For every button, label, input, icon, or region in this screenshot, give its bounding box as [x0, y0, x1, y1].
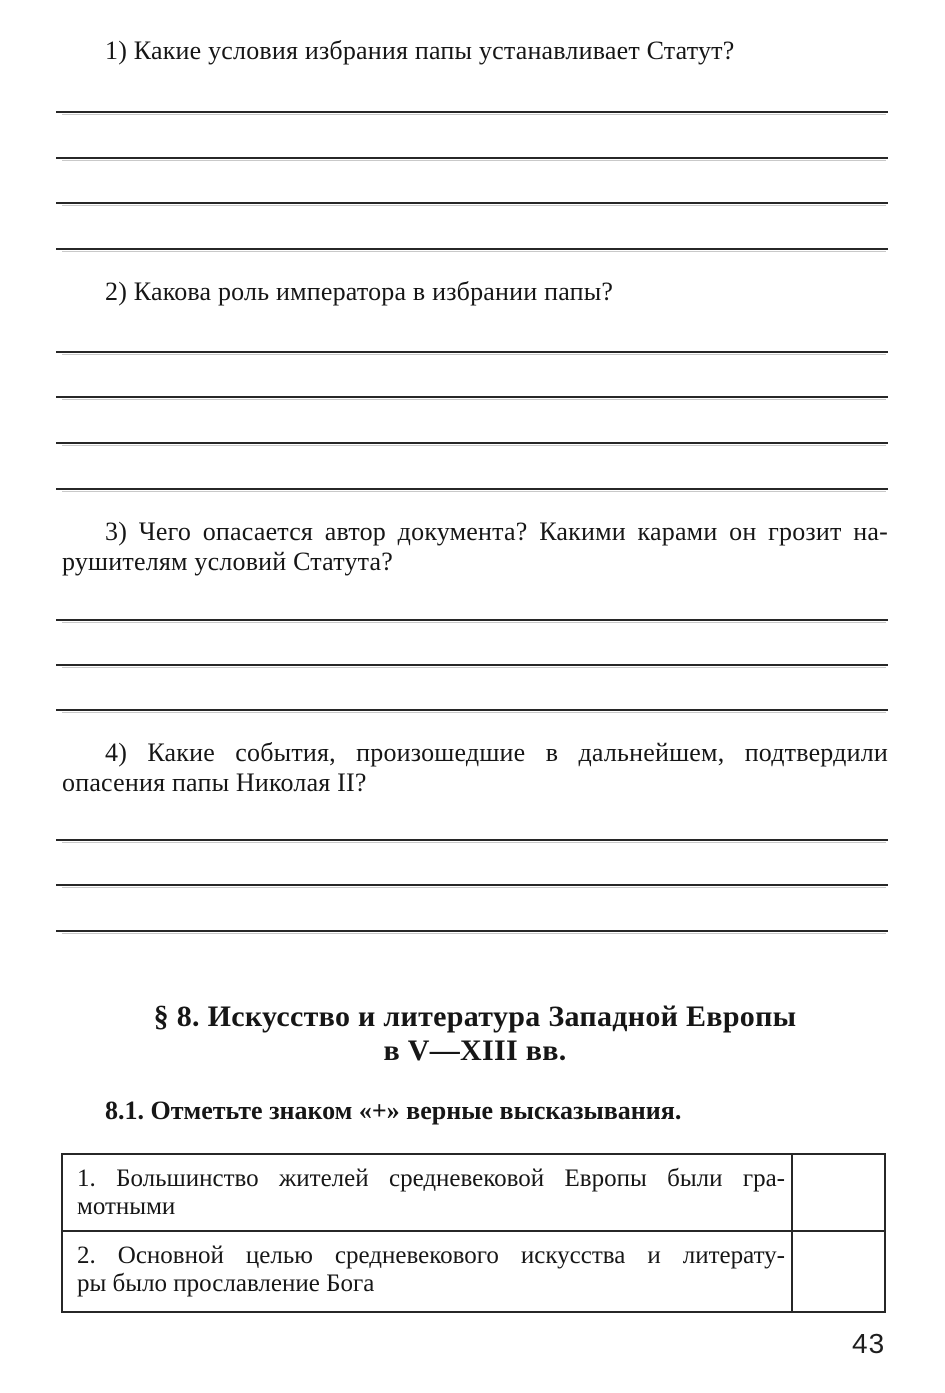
question-4 [62, 738, 888, 798]
question-1 [62, 36, 888, 66]
table-row [62, 1154, 885, 1231]
page-number: 43 [852, 1328, 886, 1359]
answer-line [56, 248, 888, 250]
answer-line [56, 619, 888, 621]
statement-cell [62, 1154, 792, 1231]
answer-line [56, 884, 888, 886]
answer-line [56, 930, 888, 932]
question-2-text: 2) Какова роль императора в избрании папы? [105, 277, 614, 306]
answer-line [56, 488, 888, 490]
question-3-text-line-2: рушителям условий Статута? [62, 547, 394, 576]
mark-cell [792, 1231, 885, 1312]
table-row [62, 1231, 885, 1312]
answer-line [56, 111, 888, 113]
question-2 [62, 277, 888, 307]
statements-table [61, 1153, 886, 1313]
section-heading [62, 1000, 888, 1068]
question-1-text: 1) Какие условия избрания папы устанавливает Статут? [105, 36, 735, 65]
section-heading-line-1: § 8. Искусство и литература Западной Европы [153, 1000, 797, 1033]
answer-line [56, 839, 888, 841]
subsection-title: 8.1. Отметьте знаком «+» верные высказывания. [105, 1096, 682, 1125]
answer-line [56, 709, 888, 711]
question-3-text-line-1: 3) Чего опасается автор документа? Какими карами он грозит на- [105, 517, 888, 546]
question-4-text-line-1: 4) Какие события, произошедшие в дальнейшем, подтвердили [105, 738, 888, 767]
mark-cell [792, 1154, 885, 1231]
answer-line [56, 396, 888, 398]
statement-2-line-1: 2. Основной целью средневекового искусства и литерату- [77, 1242, 785, 1269]
question-4-text-line-2: опасения папы Николая II? [62, 768, 367, 797]
answer-line [56, 442, 888, 444]
answer-line [56, 351, 888, 353]
statement-1-line-2: мотными [77, 1193, 176, 1220]
statement-cell [62, 1231, 792, 1312]
question-3 [62, 517, 888, 577]
answer-line [56, 664, 888, 666]
answer-line [56, 202, 888, 204]
statement-1-line-1: 1. Большинство жителей средневековой Европы были гра- [77, 1165, 785, 1192]
answer-line [56, 157, 888, 159]
section-heading-line-2: в V—XIII вв. [383, 1034, 567, 1067]
statement-2-line-2: ры было прославление Бога [77, 1270, 375, 1297]
